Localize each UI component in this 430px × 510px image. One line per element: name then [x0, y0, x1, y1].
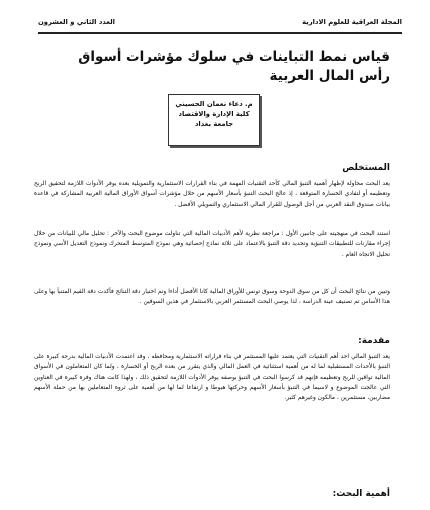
author-university: جامعة بغداد: [194, 120, 234, 128]
abstract-paragraph-2: استند البحث في منهجيته على جانبين الأول : مراجعة نظرية لأهم الأدبيات المالية التي تناولت موضوع البحث والآخر : تحليل مالي للبيانات من خلال إجراء مقارنات للتطبيقات التنبؤية وتحديد دقة التنبؤ بالاعتماد على ثلاثة نماذج إحصائية وهي نموذج المتوسط المتحرك ونموذج التعديل الأسي ونموذج تحليل الاتجاه العام .: [34, 231, 390, 258]
author-box: [168, 94, 260, 146]
abstract-paragraph-3: وتبين من نتائج البحث أن كل من سوق الدوحة وسوق تونس للأوراق المالية كانا الأفضل أداءا وتم اختيار دقة التنائج فأكدت دقة القيم المتنبأ بها وعلى هذا الأساس تم تصنيف عينة الدراسة ، لذا يوصي البحث المستثمر العربي بالاستثمار في هذين السوقين .: [34, 289, 390, 306]
introduction-paragraph: يعد التنبؤ المالي احد أهم التقنيات التي يعتمد عليها المستثمر في بناء قراراته الاستثمارية ومحافظه ، وقد اعتمدت الأدبيات المالية بدرجة كبيرة على التنبؤ بالأحداث المستقبلية لما له من أهمية استثنائية في العمل المالي والذي يتقرر من بعده الربح أو الخسارة ، ولما كان المتعاملون في الأسواق المالية تواقين للربح وتعظيمه فإنهم قد كرسوا البحث في التنبؤ بوصفه يوفر الأدوات اللازمة لتحقيق ذلك ، ولهذا كانت هناك وفرة كبيرة في العناوين التي عالجت الموضوع و لاسيما في التنبؤ بأسعار الأسهم وحركتها هبوطا و ارتفاعا لما لها من أهمية على ثروة المتعاملين بها من حملة الأسهم مضاربين، مستثمرين ، مالكون وغيرهم كثير.: [34, 354, 390, 402]
abstract-heading: المستخلص: [342, 163, 390, 173]
journal-name: المجلة العراقية للعلوم الادارية: [302, 18, 402, 26]
importance-heading: أهمية البحث:: [332, 489, 390, 499]
abstract-paragraph-1: يعد البحث محاولة لإظهار أهمية التنبؤ المالي كأحد التقنيات المهمة في بناء القرارات الاستثمارية والتمويلية بعده يوفر الأدوات اللازمة لتحقيق الربح وتعظيمه أو لتفادي الخسارة المتوقعة ، إذ عالج البحث التنبؤ بأسعار الأسهم من خلال مؤشرات أسواق الأوراق المالية العربية المشاركة في قاعدة بيانات صندوق النقد العربي من أجل الوصول للقرار المالي الاستثماري والتمويلي الأفضل .: [34, 181, 390, 208]
author-department: كلية الإدارة والاقتصاد: [178, 110, 250, 118]
running-header: [38, 12, 402, 34]
issue-number: العدد الثاني و العشرون: [38, 18, 115, 26]
author-name: م. دعاء نعمان الحسيني: [175, 100, 253, 108]
introduction-heading: مقدمة:: [358, 336, 390, 346]
paper-title: قياس نمط التباينات في سلوك مؤشرات أسواق رأس المال العربية: [78, 49, 390, 84]
